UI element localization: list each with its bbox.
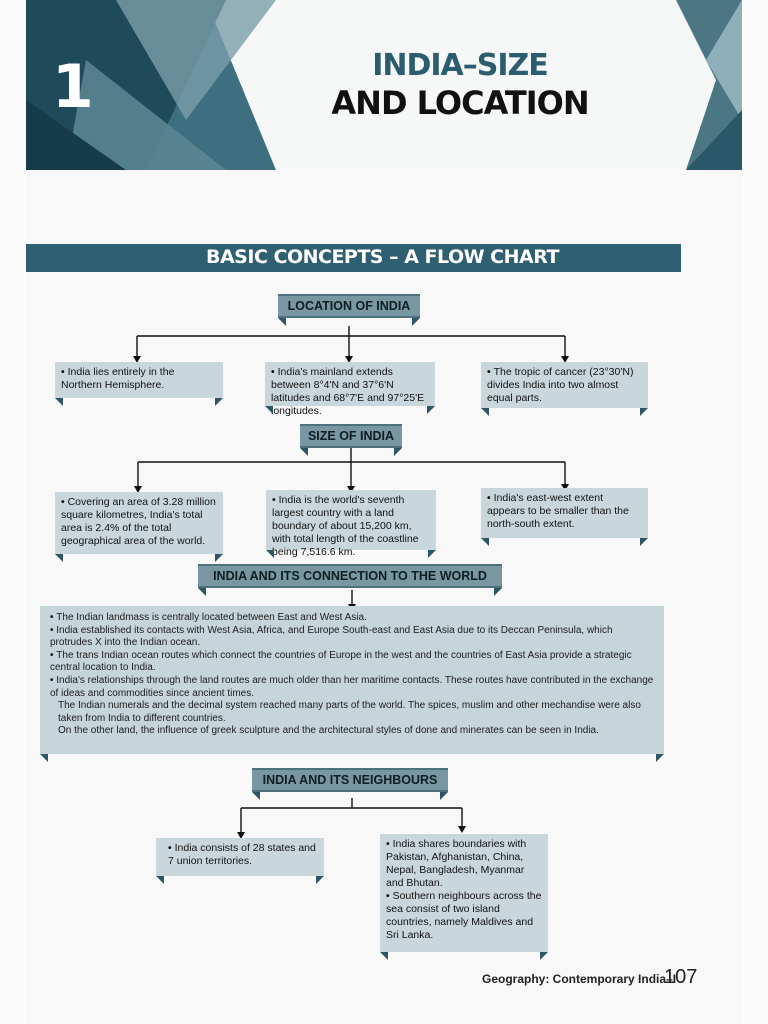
location-heading-text: LOCATION OF INDIA (287, 299, 411, 313)
chapter-title (330, 48, 590, 122)
size-text-extent: • India's east-west extent appears to be smaller than the north-south extent. (487, 492, 642, 531)
neighbours-text-boundaries: • India shares boundaries with Pakistan, Afghanistan, China, Nepal, Bangladesh, Myanmar and Bhutan. (386, 838, 542, 890)
neighbours-box-states (156, 838, 324, 876)
size-box-area (55, 492, 223, 554)
location-box-hemisphere (55, 362, 223, 398)
location-box-extent (265, 362, 435, 417)
connection-bullet-3: • The trans Indian ocean routes which connect the countries of Europe in the west and the countries of East Asia provide a strategic central location to India. (50, 650, 654, 675)
location-text-hemisphere: • India lies entirely in the Northern Hemisphere. (61, 366, 217, 392)
size-heading-text: SIZE OF INDIA (307, 429, 395, 443)
size-box-extent (481, 488, 648, 538)
chapter-title-line1: INDIA–SIZE (372, 48, 548, 83)
connection-bullet-4: • India's relationships through the land routes are much older than her maritime contacts. These routes have contributed in the exchange of ideas and commodities since ancient times. (50, 675, 654, 700)
neighbours-box-boundaries (380, 834, 548, 952)
neighbours-text-southern: • Southern neighbours across the sea consist of two island countries, namely Maldives and Sri Lanka. (386, 890, 542, 942)
connection-line-greek: On the other land, the influence of greek sculpture and the architectural styles of done and minerates can be seen in India. (58, 725, 599, 737)
connection-bullet-2: • India established its contacts with West Asia, Africa, and Europe South-east and East Asia due to its Deccan Peninsula, which protrudes X into the Indian ocean. (50, 625, 654, 650)
neighbours-heading (252, 768, 448, 792)
chapter-title-line2: AND LOCATION (331, 84, 589, 122)
section-title: BASIC CONCEPTS – A FLOW CHART (206, 246, 559, 268)
size-text-area: • Covering an area of 3.28 million square kilometres, India's total area is 2.4% of the total geographical area of the world. (61, 496, 217, 548)
location-heading (278, 294, 420, 318)
location-text-extent: • India's mainland extends between 8°4'N and 37°6'N latitudes and 68°7'E and 97°25'E longitudes. (271, 366, 429, 418)
chapter-number: 1 (52, 52, 92, 122)
page-number: 107 (664, 966, 698, 988)
connection-bullet-1: • The Indian landmass is centrally located between East and West Asia. (50, 612, 654, 625)
location-box-tropic (481, 362, 648, 408)
size-box-rank (266, 490, 436, 558)
connection-heading (198, 564, 502, 588)
size-heading (300, 424, 402, 448)
size-text-rank: • India is the world's seventh largest country with a land boundary of about 15,200 km, with total length of the coastline being 7,516.6 km. (272, 494, 430, 559)
connection-heading-text: INDIA AND ITS CONNECTION TO THE WORLD (213, 569, 487, 583)
section-title-bar (26, 244, 681, 272)
location-text-tropic: • The tropic of cancer (23°30'N) divides India into two almost equal parts. (487, 366, 642, 405)
connection-line-numerals: The Indian numerals and the decimal system reached many parts of the world. The spices, muslim and other mechandise were also taken from India to different countries. (58, 700, 641, 724)
neighbours-heading-text: INDIA AND ITS NEIGHBOURS (262, 773, 438, 787)
connection-box (40, 606, 664, 754)
neighbours-text-states: • India consists of 28 states and 7 union territories. (168, 842, 318, 868)
footer-book-title: Geography: Contemporary India–I (482, 972, 677, 986)
